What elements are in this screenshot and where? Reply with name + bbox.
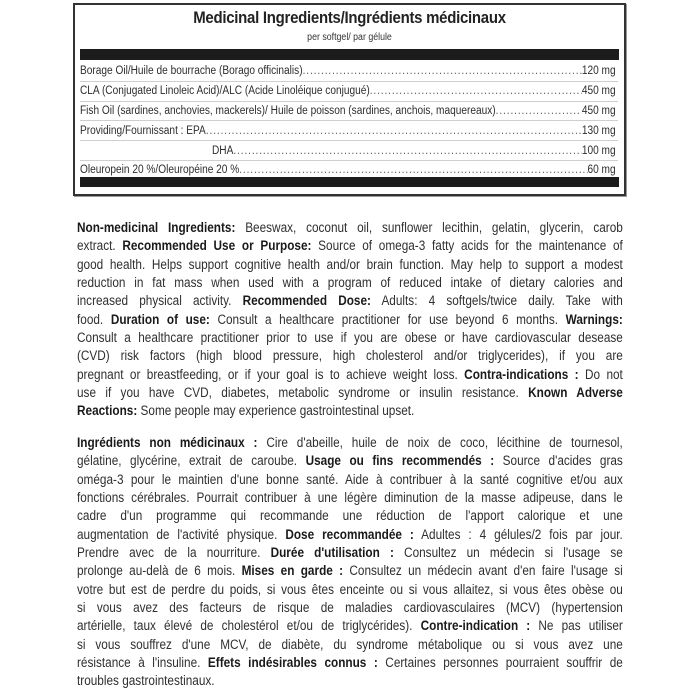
text-line [77,256,623,274]
body-text: si vous avez des facteurs de risque de maladies cardiovasculaires (MCV) (hypertension [77,600,623,616]
text-line [77,544,623,562]
text-line [77,617,623,635]
section-heading: Effets indésirables connus : [207,655,378,671]
text-line [77,507,623,525]
body-text: Certaines personnes pourraient souffrir de [377,655,623,671]
text-line [77,562,623,580]
body-text: résistance à l'insuline. [77,655,208,671]
french-label-text [77,434,623,691]
text-line [77,384,623,402]
section-heading: Contra-indications : [464,366,579,382]
footer-divider-bar [80,177,619,187]
leader-dots [239,164,587,176]
body-text: augmentation de l'activité physique. [77,526,286,542]
ingredient-row [80,121,618,141]
text-line [77,366,623,384]
ingredient-name: Providing/Fournissant : EPA [80,124,206,137]
leader-dots [496,105,582,117]
body-text: Adultes : 4 gélules/2 fois par jour. [413,526,623,542]
body-text: troubles gastrointestinaux. [77,673,215,689]
body-text: use if you have CVD, diabetes, metabolic syndrome or insulin resistance. [77,385,529,401]
body-text: cadre d'un programme qui recommande une réduction de l'apport calorique et une [77,508,623,524]
body-text: fonctions cérébrales. Pourrait contribuer à une légère diminution de la masse adipeuse, dans le [77,490,623,506]
body-text: Prendre avec de la nourriture. [77,545,271,561]
text-line [77,311,623,329]
ingredient-list [80,62,618,181]
body-text: votre but est de perdre du poids, si vous êtes enceinte ou si vous allaitez, si vous êtes obèse ou [77,581,623,597]
text-line [77,599,623,617]
body-text: Consultez un médecin si l'usage se [393,545,623,561]
text-line [77,526,623,544]
body-text: prolonge au-delà de 6 mois. [77,563,242,579]
section-heading: Dose recommandée : [285,526,414,542]
panel-title: Medicinal Ingredients/Ingrédients médicinaux [193,8,506,27]
section-heading: Recommended Dose: [242,293,371,309]
ingredient-amount: 450 mg [581,85,616,98]
header-divider-bar [80,49,619,60]
body-text: Some people may experience gastrointestinal upset. [137,403,415,419]
section-heading: Reactions: [77,403,138,419]
section-heading: Duration of use: [110,311,210,327]
body-text: Source d'acides gras [494,453,623,469]
text-line [77,581,623,599]
text-line [77,237,623,255]
body-text: Source of omega-3 fatty acids for the maintenance of [311,238,623,254]
leader-dots [370,85,582,97]
leader-dots [206,125,582,137]
ingredient-amount: 450 mg [581,104,616,117]
body-text: Beeswax, coconut oil, sunflower lecithin, gelatin, glycerin, carob [235,220,623,235]
body-text: oméga-3 pour le maintien d'une bonne santé. Aide à contribuer à la santé cognitive et/ou aux [77,471,623,487]
body-text: extract. [77,238,123,254]
text-line [77,672,623,690]
text-line [77,292,623,310]
body-text: Consult a healthcare practitioner for use beyond 6 months. [209,311,566,327]
body-text: food. [77,311,111,327]
section-heading: Mises en garde : [241,563,344,579]
body-text: Do not [578,366,623,382]
text-line [77,452,623,470]
ingredient-name: CLA (Conjugated Linoleic Acid)/ALC (Acide Linoléique conjugué) [80,85,370,98]
ingredient-row [80,102,618,122]
section-heading: Durée d'utilisation : [270,545,394,561]
ingredient-name: DHA [212,144,234,157]
text-line [77,402,623,420]
body-text: artérielle, taux élevé de cholestérol et/ou de triglycérides). [77,618,421,634]
text-line [77,219,623,237]
section-heading: Recommended Use or Purpose: [122,238,312,254]
section-heading: Known Adverse [528,385,623,401]
text-line [77,434,623,452]
body-text: reduction in fat mass when used with a program of reduced intake of dietary calories and [77,275,623,291]
ingredient-amount: 100 mg [581,144,616,157]
text-line [77,489,623,507]
body-text: si vous souffrez d'une MCV, de diabète, du syndrome métabolique ou si vous avez une [77,636,623,652]
leader-dots [233,145,581,157]
english-label-text [77,219,623,421]
body-text: pregnant or breastfeeding, or if your goal is to achieve weight loss. [77,366,465,382]
body-text: increased physical activity. [77,293,243,309]
text-line [77,347,623,365]
ingredient-row [80,62,618,82]
body-text: Cire d'abeille, huile de noix de coco, lécithine de tournesol, [257,435,623,450]
body-text: Consultez un médecin avant d'en faire l'usage si [343,563,623,579]
ingredient-name: Borage Oil/Huile de bourrache (Borago officinalis) [80,65,303,78]
body-text: Adults: 4 softgels/twice daily. Take with [370,293,623,309]
text-line [77,274,623,292]
medicinal-ingredients-panel [73,3,626,196]
body-text: good health. Helps support cognitive health and/or brain function. May help to support a modest [77,256,623,272]
ingredient-amount: 60 mg [587,164,616,177]
ingredient-name: Oleuropein 20 %/Oleuropéine 20 % [80,164,240,177]
ingredient-amount: 130 mg [581,124,616,137]
section-heading: Non-medicinal Ingredients: [77,220,236,235]
ingredient-name: Fish Oil (sardines, anchovies, mackerels)/ Huile de poisson (sardines, anchois, maquereaux) [80,104,496,117]
text-line [77,654,623,672]
body-text: Ne pas utiliser [530,618,623,634]
body-text: (CVD) risk factors (high blood pressure, high cholesterol and/or triglycerides), if you are [77,348,623,364]
ingredient-row [80,141,618,161]
ingredient-amount: 120 mg [581,65,616,78]
leader-dots [303,65,582,77]
text-line [77,636,623,654]
text-line [77,329,623,347]
text-line [77,471,623,489]
ingredient-row [80,82,618,102]
section-heading: Usage ou fins recommendés : [305,453,495,469]
section-heading: Contre-indication : [420,618,531,634]
section-heading: Ingrédients non médicinaux : [77,435,258,450]
body-text: gélatine, glycérine, extrait de caroube. [77,453,306,469]
section-heading: Warnings: [565,311,623,327]
body-text: Consult a healthcare practitioner prior to use if you are obese or have cardiovascular desease [77,330,623,346]
panel-subtitle: per softgel/ par gélule [307,32,392,43]
